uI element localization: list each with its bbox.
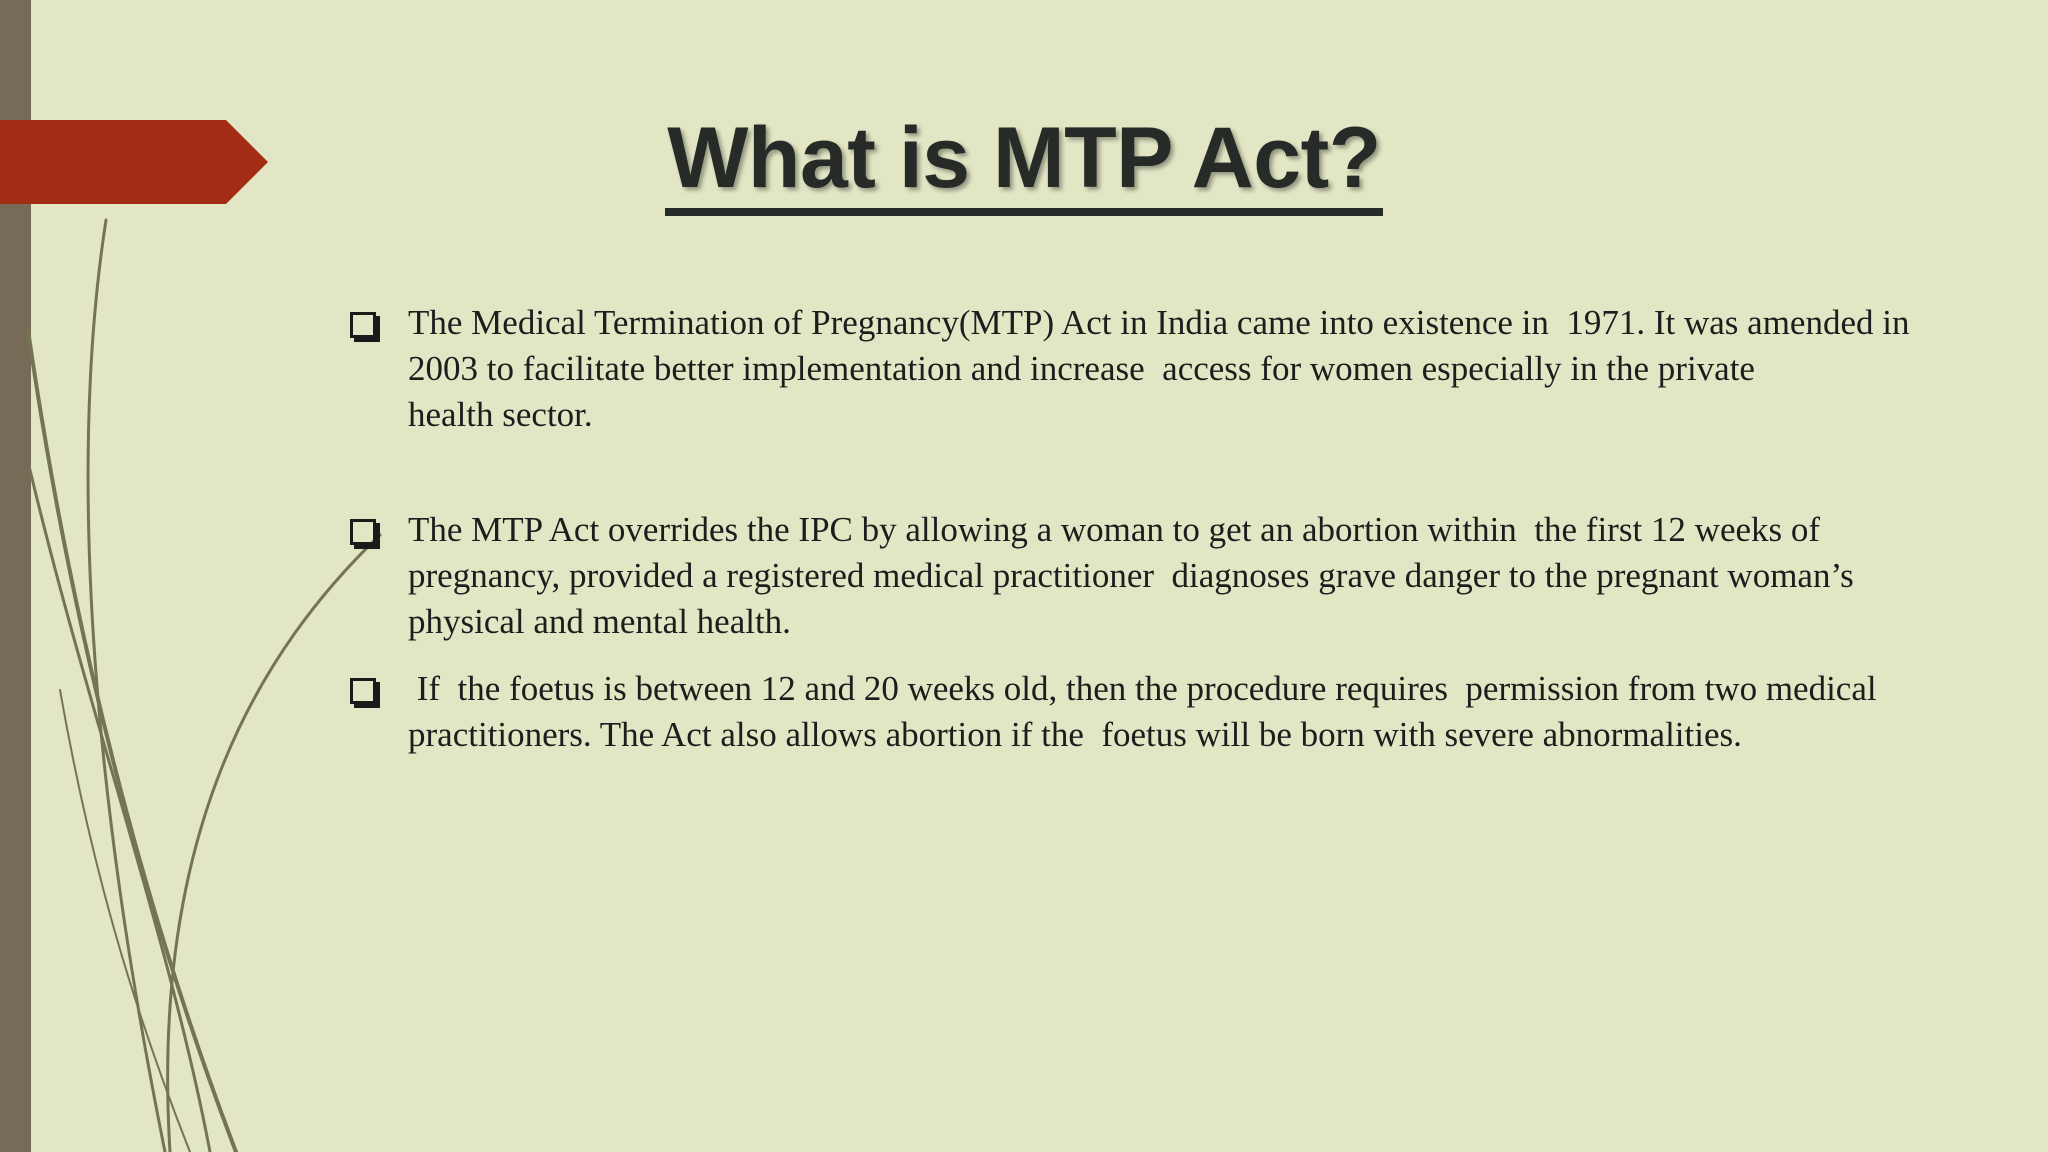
checkbox-square-icon: [350, 678, 376, 704]
bullet-text: The MTP Act overrides the IPC by allowing a woman to get an abortion within the first 12 weeks of pregnancy, provided a registered medical practitioner diagnoses grave danger to the pregnant woman’s physical and mental health.: [408, 510, 1854, 641]
bullet-list: [350, 300, 1910, 758]
bullet-item: [350, 666, 1910, 758]
grass-stroke: [28, 330, 236, 1152]
grass-stroke: [30, 470, 210, 1152]
bullet-text: If the foetus is between 12 and 20 weeks old, then the procedure requires permission from two medical practitioners. The Act also allows abortion if the foetus will be born with severe abnormalities.: [408, 669, 1877, 754]
checkbox-square-icon: [350, 312, 376, 338]
grass-stroke: [88, 220, 165, 1152]
slide-title: What is MTP Act?: [665, 108, 1382, 216]
bullet-item: [350, 300, 1910, 438]
grass-stroke: [168, 535, 380, 1152]
bullet-item: [350, 507, 1910, 645]
bullet-text: The Medical Termination of Pregnancy(MTP) Act in India came into existence in 1971. It was amended in 2003 to facilitate better implementation and increase access for women especially in the private health sector.: [408, 303, 1910, 434]
title-container: [0, 108, 2048, 216]
checkbox-square-icon: [350, 519, 376, 545]
